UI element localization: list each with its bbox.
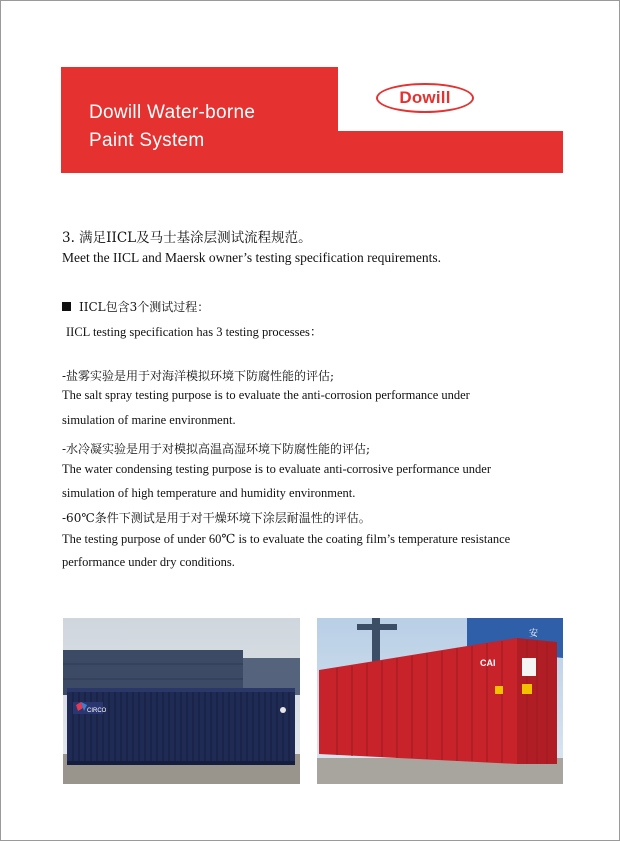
test-1-zh: -盐雾实验是用于对海洋模拟环境下防腐性能的评估; bbox=[62, 369, 335, 383]
iicl-bullet-zh bbox=[62, 298, 209, 315]
right-container-cai-label: CAI bbox=[480, 658, 496, 668]
test-1-en-line-2: simulation of marine environment. bbox=[62, 413, 236, 427]
iicl-bullet-en: IICL testing specification has 3 testing processes： bbox=[66, 325, 323, 339]
test-3-en-line-2: performance under dry conditions. bbox=[62, 555, 235, 569]
blue-container-illustration bbox=[63, 618, 300, 784]
test-3-en-line-1: The testing purpose of under 60℃ is to evaluate the coating film’s temperature resistance bbox=[62, 532, 511, 546]
banner-title-line-1: Dowill Water-borne bbox=[89, 102, 256, 123]
banner-title bbox=[89, 99, 255, 155]
square-bullet-icon bbox=[62, 302, 71, 311]
iicl-bullet-zh-text: IICL包含3个测试过程： bbox=[79, 300, 210, 314]
test-3-zh: -60℃条件下测试是用于对干燥环境下涂层耐温性的评估。 bbox=[62, 511, 371, 525]
red-container-illustration bbox=[317, 618, 563, 784]
test-1-en-line-1: The salt spray testing purpose is to evaluate the anti-corrosion performance under bbox=[62, 388, 470, 402]
left-container-label: CIRCO bbox=[87, 708, 107, 714]
section-heading-en: Meet the IICL and Maersk owner’s testing specification requirements. bbox=[62, 250, 442, 265]
banner-title-line-2: Paint System bbox=[89, 130, 205, 151]
dowill-logo bbox=[376, 83, 474, 113]
red-container-photo bbox=[317, 618, 563, 784]
section-heading-zh: 3. 满足IICL及马士基涂层测试流程规范。 bbox=[62, 230, 312, 246]
test-2-zh: -水冷凝实验是用于对模拟高温高湿环境下防腐性能的评估; bbox=[62, 442, 371, 456]
blue-container-photo bbox=[63, 618, 300, 784]
header-banner bbox=[61, 67, 563, 173]
right-sign-text: 安 bbox=[529, 629, 539, 639]
logo-panel bbox=[338, 67, 563, 131]
dowill-logo-text: Dowill bbox=[399, 88, 451, 107]
test-2-en-line-1: The water condensing testing purpose is to evaluate anti-corrosive performance under bbox=[62, 462, 492, 476]
test-2-en-line-2: simulation of high temperature and humidity environment. bbox=[62, 486, 356, 500]
